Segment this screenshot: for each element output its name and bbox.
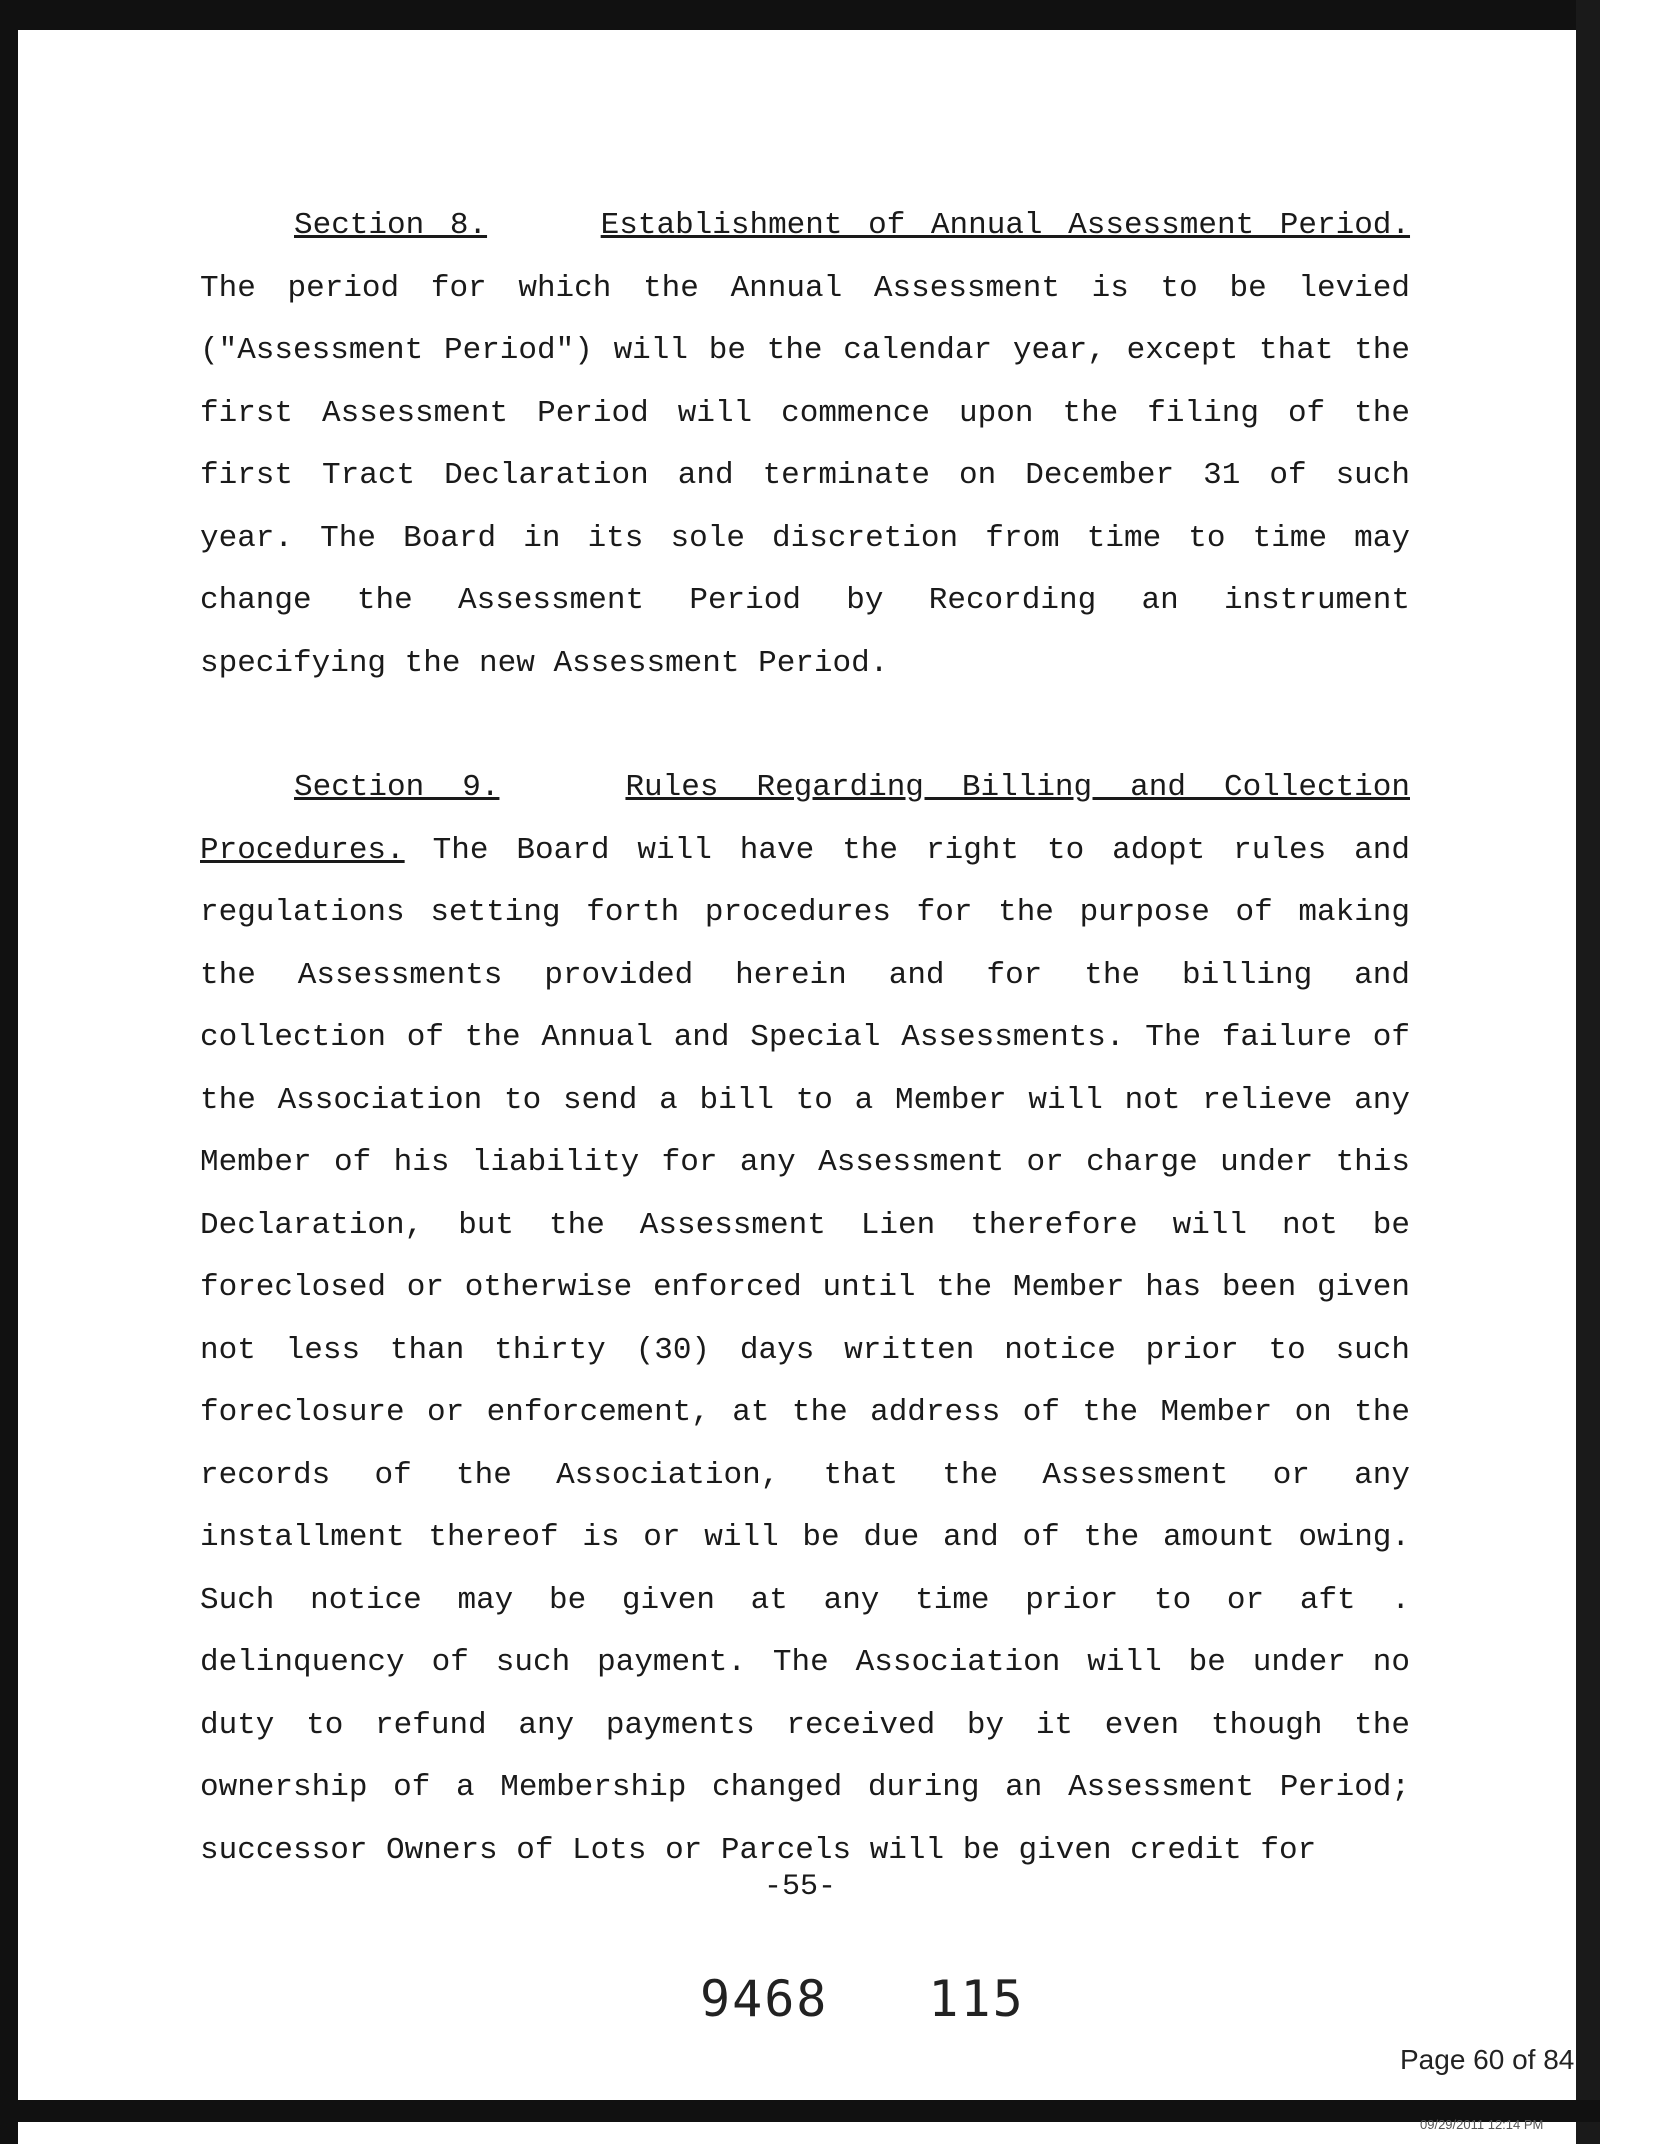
book-page-reference	[700, 1970, 1025, 2028]
section-8-body: The period for which the Annual Assessment is to be levied ("Assessment Period") will be the calendar year, except that the first Assessment Period will commence upon the filing of the first Tract Declaration and terminate on December 31 of such year. The Board in its sole discretion from time to time may change the Assessment Period by Recording an instrument specifying the new Assessment Period.	[200, 270, 1410, 681]
book-number: 9468	[700, 1970, 829, 2028]
page-margin-right	[1600, 0, 1664, 2144]
section-8-number: Section 8.	[294, 208, 488, 243]
section-9-body: The Board will have the right to adopt rules and regulations setting forth procedures for the purpose of making the Assessments provided herein and for the billing and collection of the Annual and Special Assessments. The failure of the Association to send a bill to a Member will not relieve any Member of his liability for any Assessment or charge under this Declaration, but the Assessment Lien therefore will not be foreclosed or otherwise enforced until the Member has been given not less than thirty (30) days written notice prior to such foreclosure or enforcement, at the address of the Member on the records of the Association, that the Assessment or any installment thereof is or will be due and of the amount owing. Such notice may be given at any time prior to or aft . delinquency of such payment. The Association will be under no duty to refund any payments received by it even though the ownership of a Membership changed during an Assessment Period; successor Owners of Lots or Parcels will be given credit for	[200, 832, 1410, 1868]
scan-border-bottom	[0, 2100, 1600, 2122]
section-9-number: Section 9.	[294, 770, 500, 805]
print-timestamp: 09/29/2011 12:14 PM	[1420, 2117, 1544, 2132]
scan-border-left	[0, 0, 18, 2144]
scan-border-top	[0, 0, 1600, 30]
page-number: -55-	[763, 1870, 836, 1904]
section-9-title: Rules Regarding Billing and Collection Procedures.	[200, 770, 1410, 868]
section-9-paragraph	[200, 757, 1410, 1882]
section-8-paragraph	[200, 195, 1410, 695]
page-of-indicator: Page 60 of 84	[1400, 2044, 1575, 2075]
book-page-number: 115	[928, 1970, 1025, 2028]
section-8-title: Establishment of Annual Assessment Period.	[600, 208, 1411, 243]
scan-border-right	[1576, 0, 1600, 2144]
document-body	[200, 195, 1410, 1882]
